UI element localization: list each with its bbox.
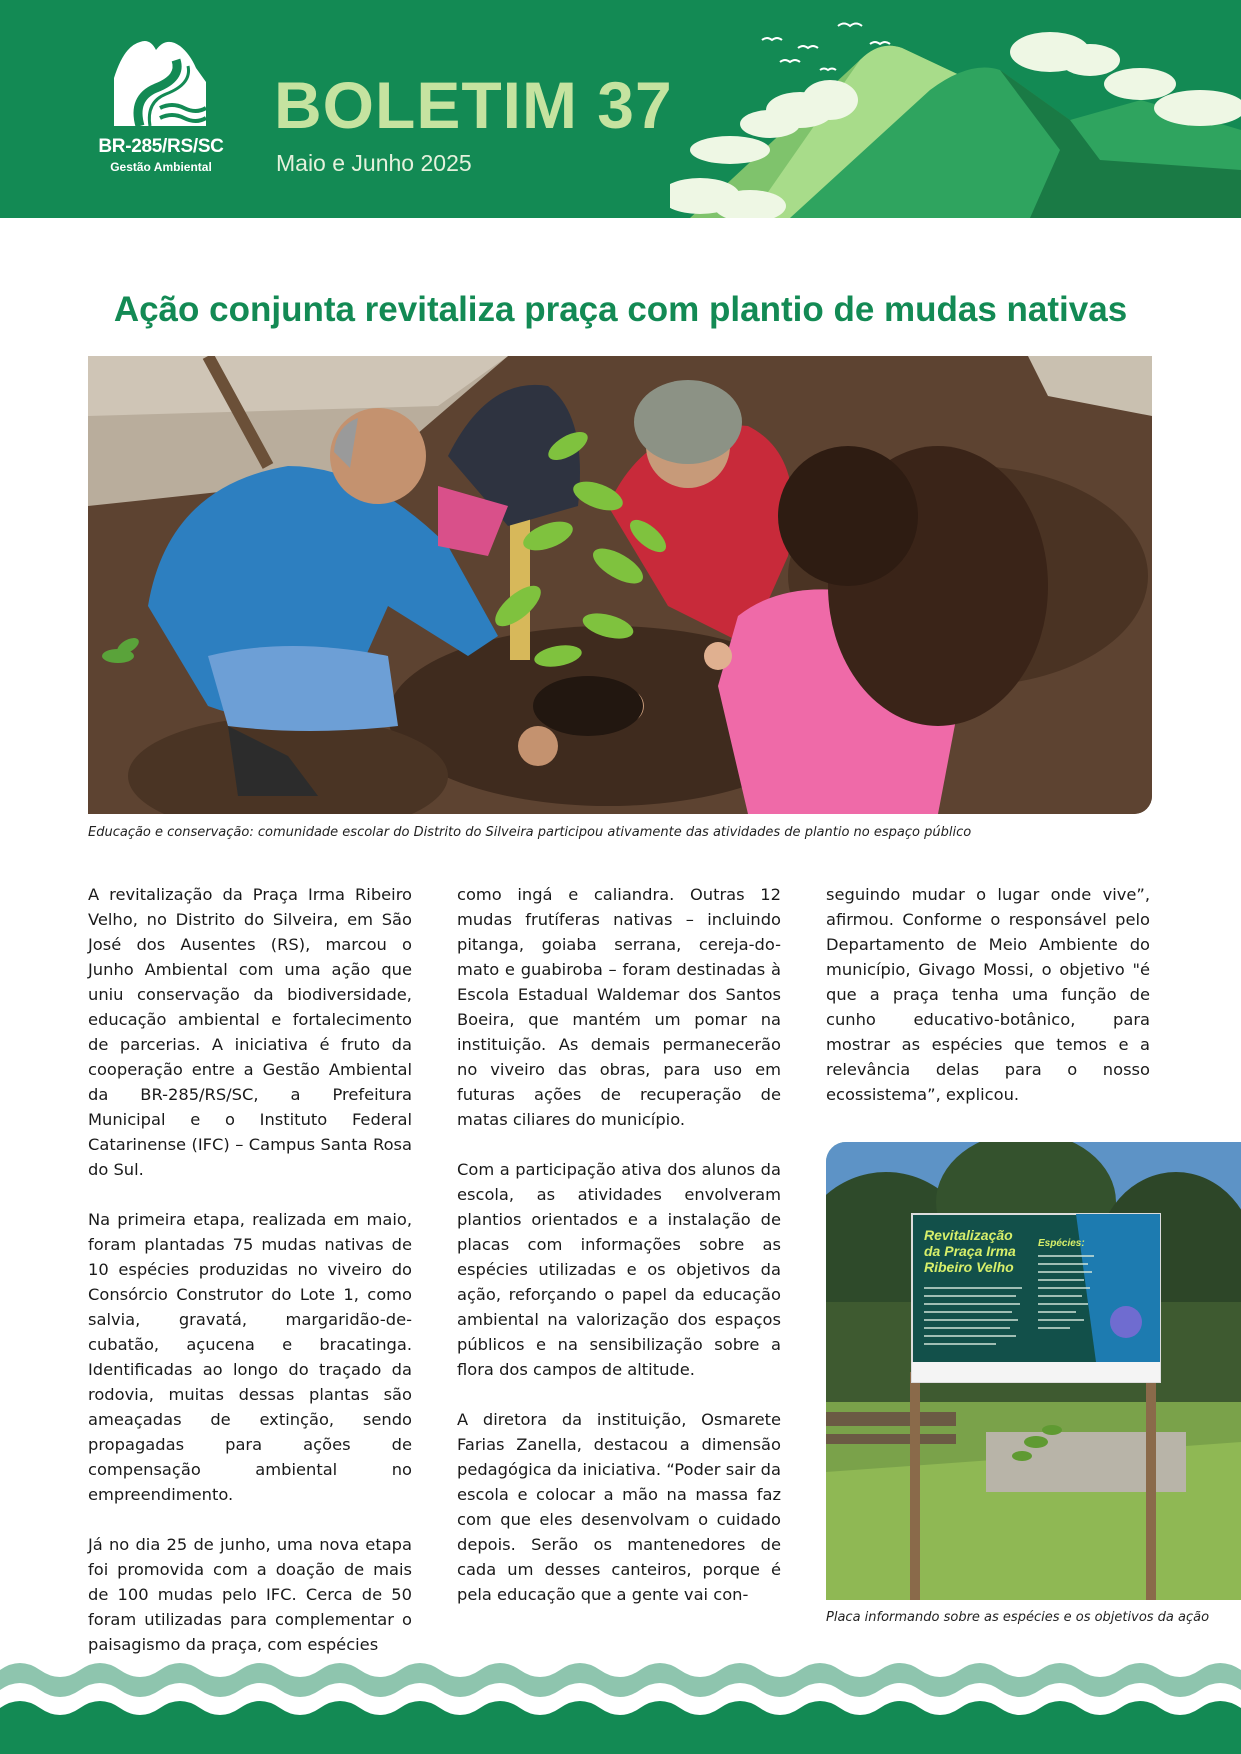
text-column-2 xyxy=(457,882,781,1632)
planting-photo xyxy=(88,356,1152,814)
logo-subtitle: Gestão Ambiental xyxy=(110,160,212,174)
sign-title: Ribeiro Velho xyxy=(924,1259,1014,1275)
sign-title: da Praça Irma xyxy=(924,1243,1016,1259)
main-photo-caption: Educação e conservação: comunidade escolar do Distrito do Silveira participou ativamente das atividades de plantio no espaço público xyxy=(88,825,972,840)
text-column-1 xyxy=(88,882,412,1682)
paragraph: A diretora da instituição, Osmarete Farias Zanella, destacou a dimensão pedagógica da iniciativa. “Poder sair da escola e colocar a mão na massa faz com que eles desenvolvam o cuidado depois. Serão os mantenedores de cada um desses canteiros, porque é pela educação que a gente vai con- xyxy=(457,1410,781,1604)
logo-name: BR-285/RS/SC xyxy=(98,136,224,157)
paragraph: A revitalização da Praça Irma Ribeiro Velho, no Distrito do Silveira, em São José dos Ausentes (RS), marcou o Junho Ambiental com uma ação que uniu conservação da biodiversidade, educação ambiental e fortalecimento de parcerias. A iniciativa é fruto da cooperação entre a Gestão Ambiental da BR-285/RS/SC, a Prefeitura Municipal e o Instituto Federal Catarinense (IFC) – Campus Santa Rosa do Sul. xyxy=(88,885,412,1179)
paragraph: Com a participação ativa dos alunos da escola, as atividades envolveram plantios orientados e a instalação de placas com informações sobre as espécies utilizadas e os objetivos da ação, reforçando o papel da educação ambiental na valorização dos espaços públicos e na sensibilização sobre a flora dos campos de altitude. xyxy=(457,1160,781,1379)
bulletin-date: Maio e Junho 2025 xyxy=(276,150,472,176)
sign-title: Revitalização xyxy=(924,1227,1013,1243)
road-mountain-icon xyxy=(110,38,210,130)
paragraph: Na primeira etapa, realizada em maio, foram plantadas 75 mudas nativas de 10 espécies produzidas no viveiro do Consórcio Construtor do Lote 1, como salvia, gravatá, margaridão-de-cubatão, açucena e bracatinga. Identificadas ao longo do traçado da rodovia, muitas dessas plantas são ameaçadas de extinção, sendo propagadas para ações de compensação ambiental no empreendimento. xyxy=(88,1210,412,1504)
sign-photo xyxy=(826,1142,1241,1600)
mountain-illustration xyxy=(670,0,1241,218)
brand-logo xyxy=(86,38,236,178)
paragraph: seguindo mudar o lugar onde vive”, afirmou. Conforme o responsável pelo Departamento de Meio Ambiente do município, Givago Mossi, o objetivo "é que a praça tenha uma função de cunho educativo-botânico, para mostrar as espécies que temos e a relevância delas para o nosso ecossistema”, explicou. xyxy=(826,885,1150,1104)
sign-photo-caption: Placa informando sobre as espécies e os objetivos da ação xyxy=(826,1610,1210,1625)
bulletin-title: BOLETIM 37 xyxy=(274,68,673,142)
paragraph: como ingá e caliandra. Outras 12 mudas frutíferas nativas – incluindo pitanga, goiaba serrana, cereja-do-mato e guabiroba – foram destinadas à Escola Estadual Waldemar dos Santos Boeira, que mantém um pomar na instituição. As demais permanecerão no viveiro das obras, para uso em futuras ações de recuperação de matas ciliares do município. xyxy=(457,885,781,1129)
footer-waves xyxy=(0,1650,1241,1754)
paragraph: Já no dia 25 de junho, uma nova etapa foi promovida com a doação de mais de 100 mudas pelo IFC. Cerca de 50 foram utilizadas para complementar o paisagismo da praça, com espécies xyxy=(88,1535,412,1654)
article-headline: Ação conjunta revitaliza praça com plantio de mudas nativas xyxy=(113,290,1128,329)
sign-species-heading: Espécies: xyxy=(1038,1238,1085,1249)
text-column-3 xyxy=(826,882,1150,1132)
header-banner xyxy=(0,0,1241,218)
